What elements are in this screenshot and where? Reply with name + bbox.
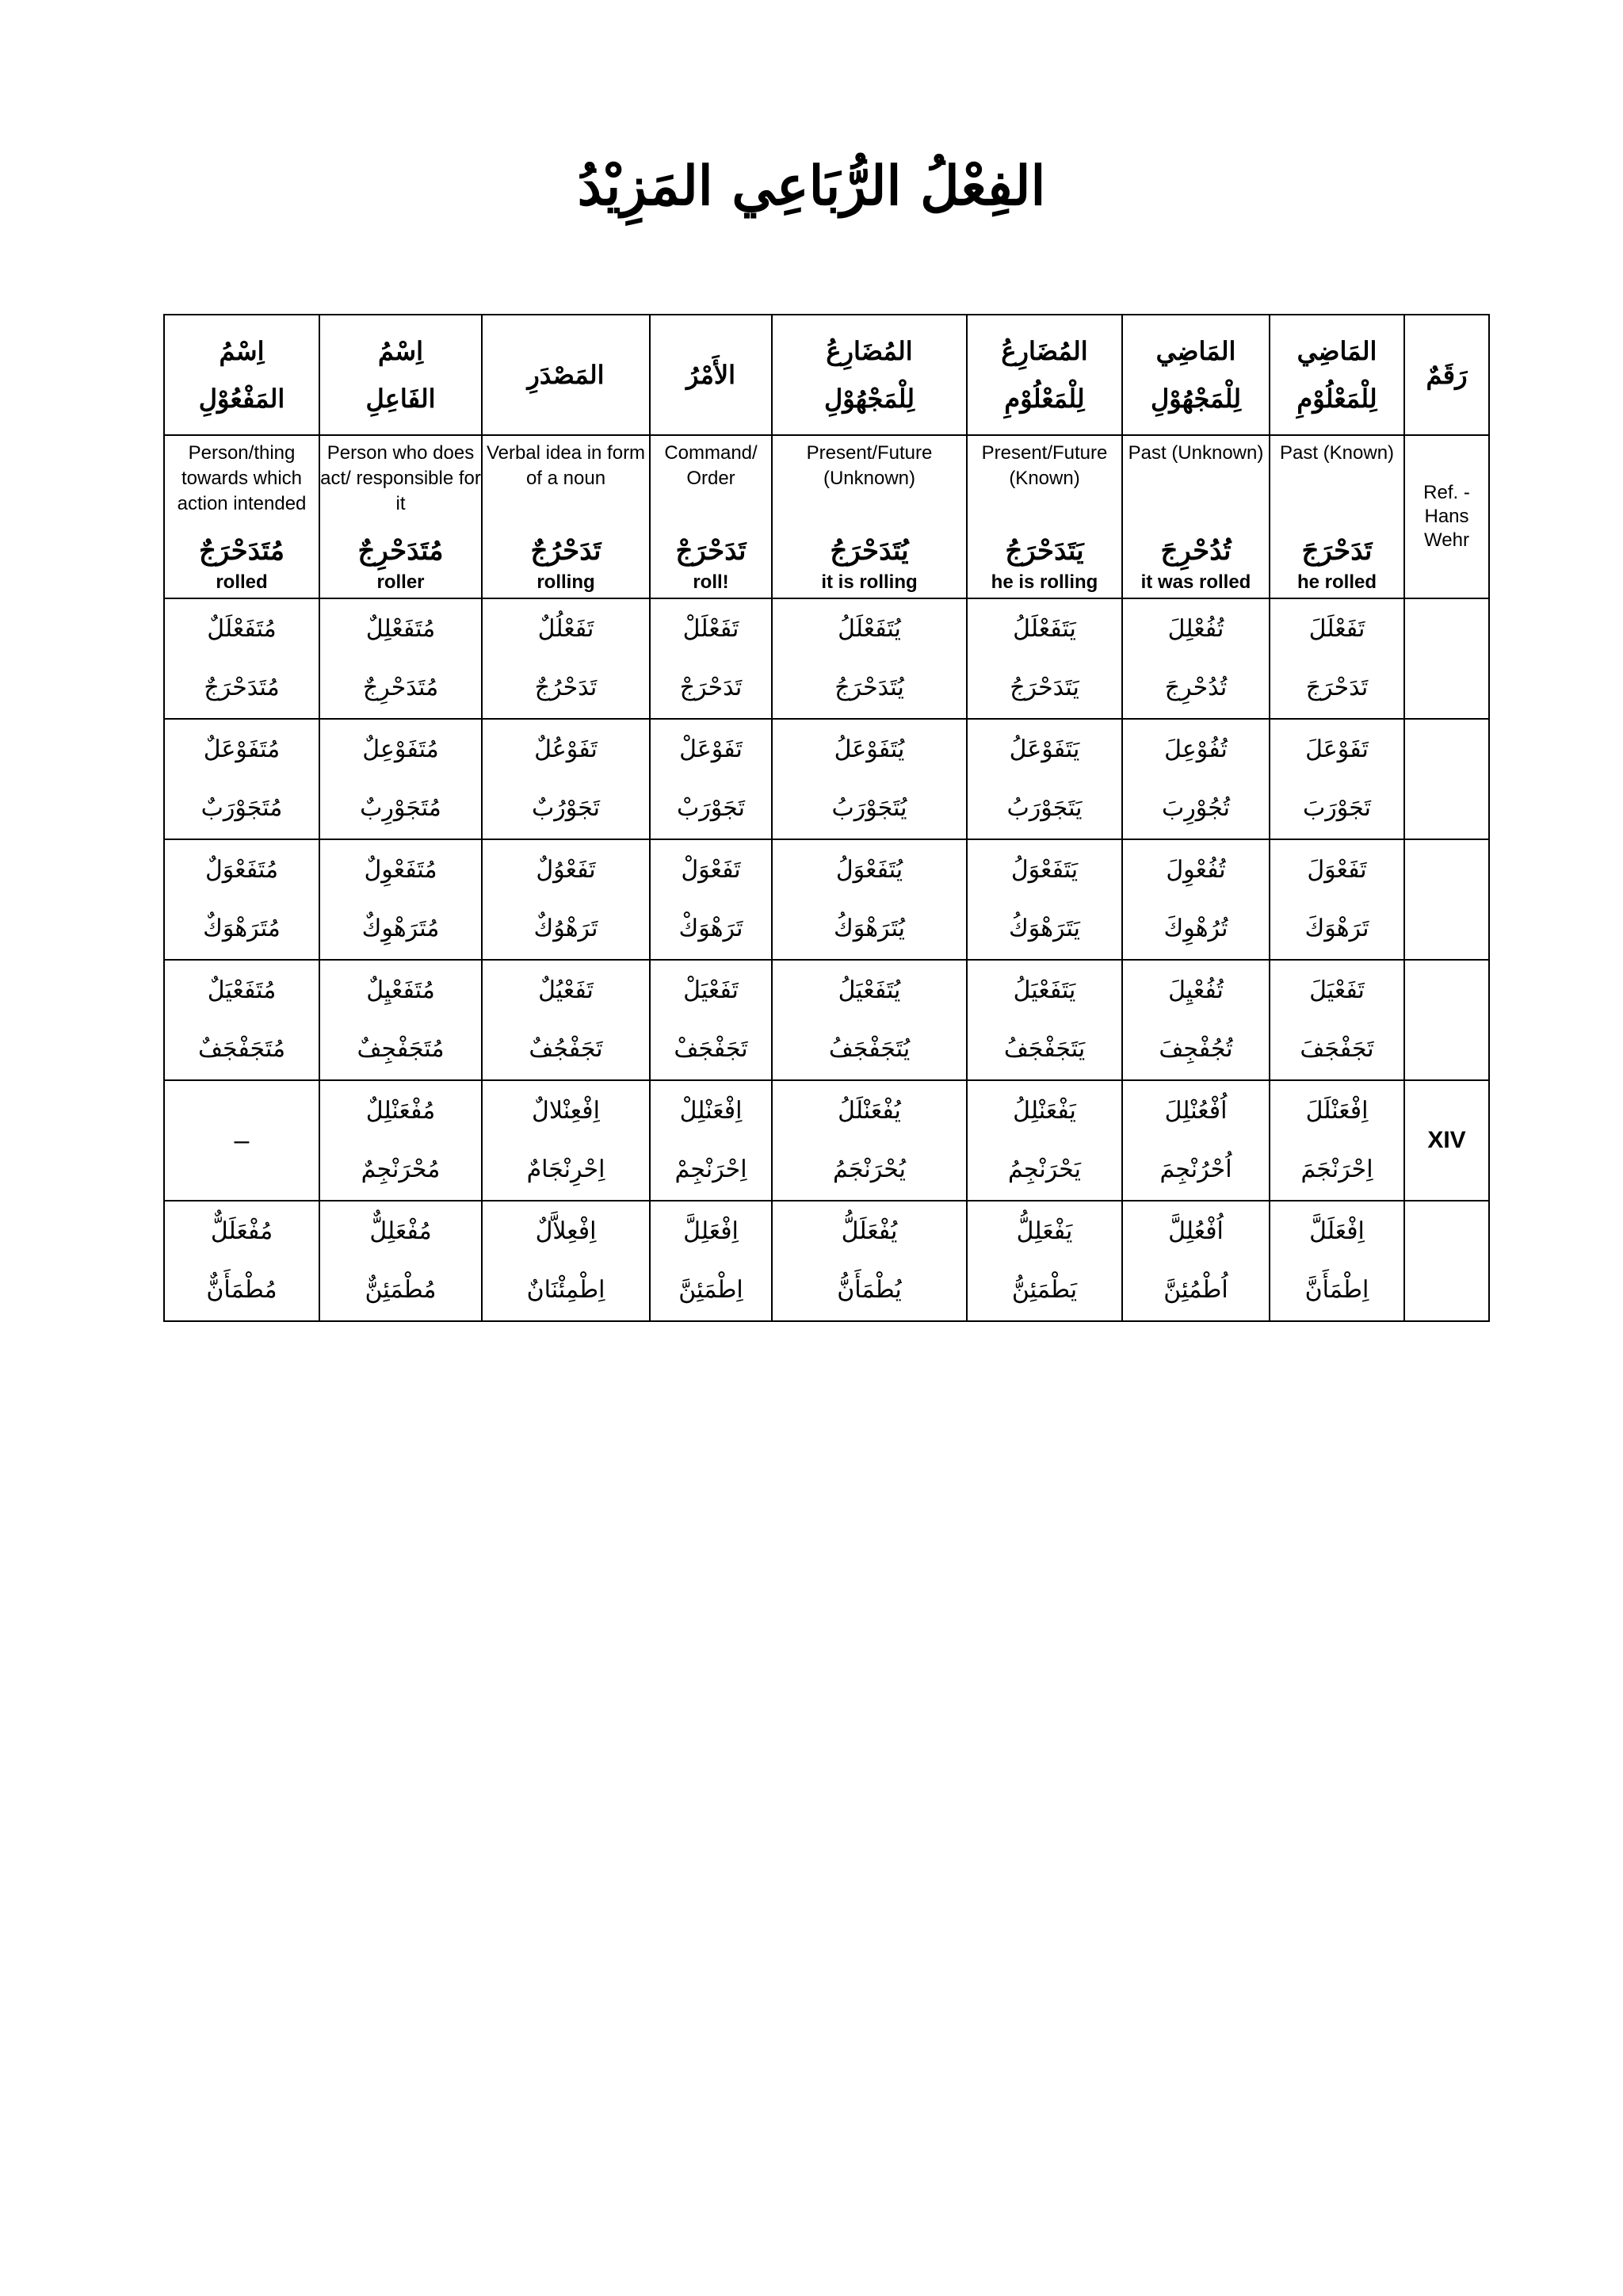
form-number xyxy=(1404,839,1489,960)
column-header xyxy=(1270,315,1404,435)
verb-cell xyxy=(1122,1201,1270,1321)
verb-cell xyxy=(967,839,1122,960)
verb-pattern: يُتَفَعْلَلُ xyxy=(838,615,901,643)
table-row xyxy=(164,839,1489,960)
verb-example: تَجَوْرَبْ xyxy=(677,794,745,822)
verb-pattern: مُتَفَعْيَلٌ xyxy=(207,976,277,1004)
verb-example: تُرُهْوِكَ xyxy=(1163,915,1228,942)
table-row xyxy=(164,1201,1489,1321)
column-header xyxy=(482,315,650,435)
column-description xyxy=(482,435,650,598)
verb-cell xyxy=(164,960,319,1080)
column-header-line1: اِسْمُ xyxy=(378,336,423,366)
verb-cell xyxy=(1122,839,1270,960)
verb-example: تَدَحْرَجَ xyxy=(1305,674,1369,701)
verb-cell: – xyxy=(164,1080,319,1201)
column-description xyxy=(967,435,1122,598)
verb-cell xyxy=(319,719,482,839)
verb-cell xyxy=(650,598,772,719)
description-row xyxy=(164,435,1489,598)
verb-pattern: يَفْعَلِلُّ xyxy=(1016,1217,1073,1245)
verb-example: يُتَرَهْوَكُ xyxy=(834,915,905,942)
reference-label: Ref. - Hans Wehr xyxy=(1404,435,1489,598)
column-header-line2: لِلْمَجْهُوْلِ xyxy=(1150,384,1242,414)
verb-example: مُطْمَئِنٌّ xyxy=(365,1276,437,1304)
form-number: XIV xyxy=(1404,1080,1489,1201)
verb-cell xyxy=(1122,960,1270,1080)
verb-example: تَرَهْوَكَ xyxy=(1304,915,1369,942)
verb-cell xyxy=(1122,1080,1270,1201)
verb-cell xyxy=(772,960,967,1080)
verb-cell xyxy=(319,598,482,719)
header-row xyxy=(164,315,1489,435)
verb-example: يَتَدَحْرَجُ xyxy=(1010,674,1079,701)
verb-cell xyxy=(1270,839,1404,960)
verb-pattern: مُفْعَلَلٌّ xyxy=(210,1217,273,1245)
verb-pattern: اِفْعِلاَّلٌ xyxy=(535,1217,597,1245)
verb-cell xyxy=(650,839,772,960)
table-row xyxy=(164,1080,1489,1201)
verb-pattern: اِفْعَلِلَّ xyxy=(683,1217,739,1245)
verb-pattern: تَفَعْيَلْ xyxy=(683,976,739,1004)
verb-example: تُجُفْجِفَ xyxy=(1159,1035,1233,1063)
verb-cell xyxy=(164,598,319,719)
verb-example: يَحْرَنْجِمُ xyxy=(1008,1156,1081,1183)
verb-example: تَجَفْجَفَ xyxy=(1300,1035,1374,1063)
verb-cell xyxy=(482,719,650,839)
verb-pattern: تَفَعْلَلَ xyxy=(1308,615,1365,643)
verb-pattern: مُتَفَعْوِلٌ xyxy=(364,856,437,884)
verb-example: اُحْرُنْجِمَ xyxy=(1159,1156,1232,1183)
verb-example: يَطْمَئِنُّ xyxy=(1011,1276,1078,1304)
verb-example: اِطْمَئِنَّ xyxy=(678,1276,743,1304)
verb-example: تَرَهْوُكٌ xyxy=(533,915,598,942)
description-gloss: it was rolled xyxy=(1140,571,1251,593)
column-header-line2: الفَاعِلِ xyxy=(365,384,436,414)
verb-cell xyxy=(772,1201,967,1321)
verb-pattern: يُتَفَعْوَلُ xyxy=(835,856,903,884)
column-header xyxy=(319,315,482,435)
verb-pattern: تُفُعْوِلَ xyxy=(1166,856,1226,884)
verb-example: يُتَدَحْرَجُ xyxy=(834,674,904,701)
verb-example: تَجَوْرَبَ xyxy=(1303,794,1371,822)
verb-pattern: اِفْعَنْلَلَ xyxy=(1305,1097,1369,1125)
verb-example: يُتَجَفْجَفُ xyxy=(828,1035,911,1063)
verb-example: يُتَجَوْرَبُ xyxy=(831,794,907,822)
description-english: Present/Future (Known) xyxy=(981,442,1108,489)
verb-cell xyxy=(1270,960,1404,1080)
verb-cell xyxy=(1270,1201,1404,1321)
verb-example: تَرَهْوَكْ xyxy=(678,915,743,942)
verb-pattern: تُفُعْلِلَ xyxy=(1167,615,1224,643)
description-example: يُتَدَحْرَجُ xyxy=(830,535,909,567)
verb-example: يَتَجَفْجَفُ xyxy=(1003,1035,1086,1063)
verb-pattern: مُفْعَلِلٌّ xyxy=(369,1217,432,1245)
description-english: Present/Future (Unknown) xyxy=(806,442,933,489)
verb-pattern: تُفُوْعِلَ xyxy=(1164,735,1228,763)
verb-example: مُتَجَوْرِبٌ xyxy=(360,794,441,822)
description-english: Command/ Order xyxy=(664,442,758,489)
form-number xyxy=(1404,598,1489,719)
verb-pattern: مُتَفَعْلَلٌ xyxy=(207,615,277,643)
column-description xyxy=(650,435,772,598)
form-number xyxy=(1404,960,1489,1080)
column-description xyxy=(1122,435,1270,598)
description-example: يَتَدَحْرَجُ xyxy=(1005,535,1084,567)
verb-pattern: مُتَفَعْيِلٌ xyxy=(366,976,435,1004)
verb-pattern: تَفَعْوَلَ xyxy=(1307,856,1367,884)
verb-pattern: يَتَفَوْعَلُ xyxy=(1009,735,1080,763)
verb-pattern: اِفْعَلَلَّ xyxy=(1309,1217,1365,1245)
verb-example: تَدَحْرَجْ xyxy=(679,674,743,701)
table-row xyxy=(164,960,1489,1080)
verb-pattern: مُتَفَعْوَلٌ xyxy=(204,856,279,884)
verb-cell xyxy=(1270,598,1404,719)
verb-example: مُتَدَحْرِجٌ xyxy=(362,674,439,701)
description-gloss: he rolled xyxy=(1296,571,1377,593)
verb-example: مُتَرَهْوَكٌ xyxy=(203,915,281,942)
description-gloss: rolling xyxy=(537,571,595,593)
description-gloss: rolled xyxy=(216,571,268,593)
column-header-line2: لِلْمَعْلُوْمِ xyxy=(1004,384,1085,414)
verb-pattern: تَفَعْيُلٌ xyxy=(538,976,594,1004)
verb-example: تَجَوْرُبٌ xyxy=(532,794,600,822)
verb-pattern: يُفْعَنْلَلُ xyxy=(838,1097,901,1125)
page-title: الفِعْلُ الرُّبَاعِي المَزِيْدُ xyxy=(577,155,1046,218)
verb-cell xyxy=(967,598,1122,719)
verb-pattern: تَفَعْوُلٌ xyxy=(536,856,596,884)
verb-example: تَجَفْجَفْ xyxy=(674,1035,748,1063)
verb-cell xyxy=(319,1201,482,1321)
verb-cell xyxy=(164,1201,319,1321)
verb-pattern: تَفَعْوَلْ xyxy=(681,856,741,884)
verb-cell xyxy=(482,598,650,719)
verb-example: يُحْرَنْجَمُ xyxy=(833,1156,906,1183)
verb-pattern: مُتَفَوْعِلٌ xyxy=(362,735,439,763)
verb-cell xyxy=(482,839,650,960)
table-row xyxy=(164,719,1489,839)
verb-example: تُجُوْرِبَ xyxy=(1162,794,1230,822)
column-header-line1: اِسْمُ xyxy=(219,336,265,366)
description-gloss: it is rolling xyxy=(821,571,918,593)
verb-example: مُحْرَنْجِمٌ xyxy=(361,1156,441,1183)
column-header-line1: المَصْدَرِ xyxy=(527,360,605,390)
verb-example: مُتَرَهْوِكٌ xyxy=(361,915,440,942)
description-example: تَدَحْرَجْ xyxy=(675,535,747,567)
verb-cell xyxy=(1270,1080,1404,1201)
verb-example: تَدَحْرُجٌ xyxy=(534,674,598,701)
verb-pattern: يَتَفَعْوَلُ xyxy=(1010,856,1079,884)
description-example: تُدُحْرِجَ xyxy=(1160,535,1232,567)
verb-pattern: تَفَوْعَلْ xyxy=(679,735,743,763)
verb-cell xyxy=(967,1080,1122,1201)
description-example: تَدَحْرَجَ xyxy=(1301,535,1373,567)
verb-cell xyxy=(967,1201,1122,1321)
verb-cell xyxy=(482,1080,650,1201)
verb-example: يَتَجَوْرَبُ xyxy=(1006,794,1083,822)
verb-pattern: تَفَوْعُلٌ xyxy=(534,735,598,763)
verb-example: مُطْمَأَنٌّ xyxy=(206,1276,277,1304)
column-header xyxy=(1122,315,1270,435)
form-number xyxy=(1404,1201,1489,1321)
verb-example: مُتَجَوْرَبٌ xyxy=(200,794,283,822)
verb-cell xyxy=(1270,719,1404,839)
column-header xyxy=(1404,315,1489,435)
verb-pattern: تَفَعْيَلَ xyxy=(1309,976,1365,1004)
verb-example: اِطْمِئْنَانٌ xyxy=(526,1276,605,1304)
column-header xyxy=(967,315,1122,435)
verb-cell xyxy=(772,598,967,719)
verb-example: اِطْمَأَنَّ xyxy=(1304,1276,1369,1304)
column-description xyxy=(772,435,967,598)
column-header xyxy=(164,315,319,435)
column-header-line1: المُضَارِعُ xyxy=(1001,336,1088,366)
verb-example: تَجَفْجُفٌ xyxy=(529,1035,603,1063)
column-header-line1: الأَمْرُ xyxy=(686,360,735,390)
description-example: مُتَدَحْرِجٌ xyxy=(357,535,444,567)
verb-cell xyxy=(772,839,967,960)
verb-pattern: يَتَفَعْيَلُ xyxy=(1013,976,1076,1004)
verb-pattern: اُفْعُنْلِلَ xyxy=(1164,1097,1228,1125)
column-header-line2: لِلْمَعْلُوْمِ xyxy=(1296,384,1377,414)
verb-pattern: يُتَفَوْعَلُ xyxy=(834,735,905,763)
column-header-line2: لِلْمَجْهُوْلِ xyxy=(823,384,915,414)
column-header-line1: المَاضِي xyxy=(1155,336,1236,366)
description-english: Person who does act/ responsible for it xyxy=(320,442,481,514)
verb-example: تُدُحْرِجَ xyxy=(1164,674,1228,701)
verb-example: يُطْمَأَنُّ xyxy=(837,1276,902,1304)
verb-cell xyxy=(772,719,967,839)
verb-pattern: مُتَفَوْعَلٌ xyxy=(203,735,281,763)
description-english: Verbal idea in form of a noun xyxy=(486,442,646,489)
verb-pattern: تُفُعْيِلَ xyxy=(1168,976,1224,1004)
verb-pattern: اُفْعُلِلَّ xyxy=(1168,1217,1224,1245)
verb-cell xyxy=(967,960,1122,1080)
verb-cell xyxy=(650,960,772,1080)
verb-pattern: تَفَعْلَلْ xyxy=(682,615,739,643)
verb-cell xyxy=(164,719,319,839)
verb-cell xyxy=(319,960,482,1080)
verb-cell xyxy=(650,719,772,839)
verb-pattern: يُفْعَلَلُّ xyxy=(841,1217,898,1245)
verb-example: مُتَجَفْجَفٌ xyxy=(197,1035,286,1063)
verb-cell xyxy=(650,1080,772,1201)
verb-forms-table xyxy=(163,314,1490,1322)
description-english: Past (Known) xyxy=(1279,442,1395,464)
verb-cell xyxy=(967,719,1122,839)
verb-pattern: يُتَفَعْيَلُ xyxy=(838,976,901,1004)
verb-cell xyxy=(319,839,482,960)
verb-cell xyxy=(164,839,319,960)
column-header-line1: رَقَمٌ xyxy=(1426,360,1468,390)
verb-pattern: مُفْعَنْلِلٌ xyxy=(365,1097,436,1125)
description-english: Person/thing towards which action intended xyxy=(177,442,307,514)
table-row xyxy=(164,598,1489,719)
verb-example: اِحْرِنْجَامٌ xyxy=(526,1156,605,1183)
description-gloss: roller xyxy=(376,571,425,593)
verb-pattern: تَفَعْلُلٌ xyxy=(537,615,594,643)
verb-pattern: اِفْعِنْلالٌ xyxy=(532,1097,600,1125)
description-example: مُتَدَحْرَجٌ xyxy=(198,535,285,567)
verb-cell xyxy=(1122,719,1270,839)
verb-example: اِحْرَنْجَمَ xyxy=(1300,1156,1373,1183)
column-header-line1: المَاضِي xyxy=(1296,336,1377,366)
verb-pattern: تَفَوْعَلَ xyxy=(1305,735,1369,763)
column-header-line1: المُضَارِعُ xyxy=(826,336,913,366)
verb-cell xyxy=(482,1201,650,1321)
verb-cell xyxy=(1122,598,1270,719)
verb-example: يَتَرَهْوَكُ xyxy=(1009,915,1080,942)
description-gloss: roll! xyxy=(693,571,729,593)
column-description xyxy=(164,435,319,598)
column-header xyxy=(650,315,772,435)
verb-example: اِحْرَنْجِمْ xyxy=(674,1156,747,1183)
verb-example: مُتَدَحْرَجٌ xyxy=(204,674,280,701)
form-number xyxy=(1404,719,1489,839)
description-example: تَدَحْرُجٌ xyxy=(530,535,601,567)
verb-example: مُتَجَفْجِفٌ xyxy=(357,1035,445,1063)
column-header-line2: المَفْعُوْلِ xyxy=(198,384,285,414)
verb-pattern: مُتَفَعْلِلٌ xyxy=(365,615,436,643)
verb-cell xyxy=(319,1080,482,1201)
verb-cell xyxy=(650,1201,772,1321)
verb-pattern: يَفْعَنْلِلُ xyxy=(1013,1097,1076,1125)
description-english: Past (Unknown) xyxy=(1128,442,1264,464)
column-header xyxy=(772,315,967,435)
verb-example: اُطْمُئِنَّ xyxy=(1163,1276,1228,1304)
verb-pattern: اِفْعَنْلِلْ xyxy=(679,1097,743,1125)
verb-cell xyxy=(772,1080,967,1201)
column-description xyxy=(319,435,482,598)
column-description xyxy=(1270,435,1404,598)
verb-cell xyxy=(482,960,650,1080)
description-gloss: he is rolling xyxy=(991,571,1098,593)
verb-pattern: يَتَفَعْلَلُ xyxy=(1013,615,1076,643)
